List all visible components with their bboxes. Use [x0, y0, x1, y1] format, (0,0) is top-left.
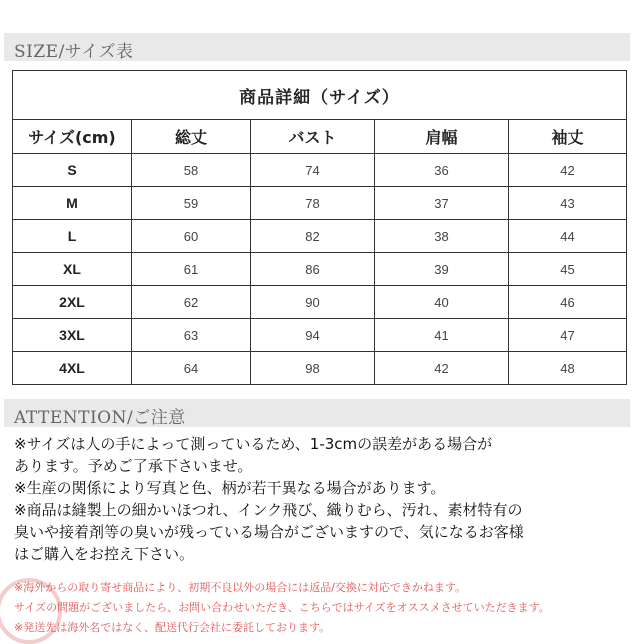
shoulder-cell: 40: [375, 286, 509, 319]
size-section-header: [4, 33, 630, 61]
column-header-shoulder: 肩幅: [375, 120, 509, 154]
column-header-size: サイズ(cm): [13, 120, 132, 154]
bust-cell: 98: [251, 352, 375, 385]
size-cell: 2XL: [13, 286, 132, 319]
shoulder-cell: 42: [375, 352, 509, 385]
size-table: [12, 70, 627, 385]
column-header-length: 総丈: [132, 120, 251, 154]
sleeve-cell: 45: [509, 253, 627, 286]
column-header-bust: バスト: [251, 120, 375, 154]
note-line: はご購入をお控え下さい。: [14, 545, 195, 563]
sleeve-cell: 44: [509, 220, 627, 253]
sleeve-cell: 47: [509, 319, 627, 352]
bust-cell: 74: [251, 154, 375, 187]
attention-section-header: [4, 399, 630, 427]
table-row: [13, 187, 627, 220]
note-line: ※サイズは人の手によって測っているため、1-3cmの誤差がある場合が: [14, 435, 493, 453]
sleeve-cell: 46: [509, 286, 627, 319]
bust-cell: 86: [251, 253, 375, 286]
sleeve-cell: 48: [509, 352, 627, 385]
bust-cell: 90: [251, 286, 375, 319]
size-cell: L: [13, 220, 132, 253]
shoulder-cell: 38: [375, 220, 509, 253]
import-notice: [14, 578, 634, 638]
table-row: [13, 352, 627, 385]
note-line: ※商品は縫製上の細かいほつれ、インク飛び、織りむら、汚れ、素材特有の: [14, 501, 523, 519]
attention-notes: [14, 433, 630, 565]
length-cell: 62: [132, 286, 251, 319]
table-row: [13, 319, 627, 352]
note-line: あります。予めご了承下さいませ。: [14, 457, 253, 475]
shoulder-cell: 36: [375, 154, 509, 187]
table-row: [13, 220, 627, 253]
size-cell: 3XL: [13, 319, 132, 352]
length-cell: 64: [132, 352, 251, 385]
length-cell: 61: [132, 253, 251, 286]
table-row: [13, 286, 627, 319]
table-row: [13, 154, 627, 187]
length-cell: 60: [132, 220, 251, 253]
size-cell: XL: [13, 253, 132, 286]
note-line: 臭いや接着剤等の臭いが残っている場合がございますので、気になるお客様: [14, 523, 524, 541]
attention-section-title: ATTENTION/ご注意: [14, 408, 186, 428]
notice-line: ※海外からの取り寄せ商品により、初期不良以外の場合には返品/交換に対応できかねます。: [14, 581, 467, 594]
column-header-sleeve: 袖丈: [509, 120, 627, 154]
table-header-row: [13, 120, 627, 154]
size-cell: S: [13, 154, 132, 187]
bust-cell: 94: [251, 319, 375, 352]
size-cell: M: [13, 187, 132, 220]
shoulder-cell: 41: [375, 319, 509, 352]
shoulder-cell: 39: [375, 253, 509, 286]
notice-line: サイズの問題がございましたら、お問い合わせいただき、こちらではサイズをオススメさせていただきます。: [14, 601, 550, 614]
table-caption: 商品詳細（サイズ）: [13, 71, 627, 120]
size-section-title: SIZE/サイズ表: [14, 42, 134, 62]
bust-cell: 78: [251, 187, 375, 220]
shoulder-cell: 37: [375, 187, 509, 220]
length-cell: 59: [132, 187, 251, 220]
note-line: ※生産の関係により写真と色、柄が若干異なる場合があります。: [14, 479, 446, 497]
sleeve-cell: 43: [509, 187, 627, 220]
notice-line: ※発送先は海外名ではなく、配送代行会社に委託しております。: [14, 621, 331, 634]
size-cell: 4XL: [13, 352, 132, 385]
size-table-container: [12, 70, 626, 382]
length-cell: 63: [132, 319, 251, 352]
length-cell: 58: [132, 154, 251, 187]
sleeve-cell: 42: [509, 154, 627, 187]
table-row: [13, 253, 627, 286]
bust-cell: 82: [251, 220, 375, 253]
